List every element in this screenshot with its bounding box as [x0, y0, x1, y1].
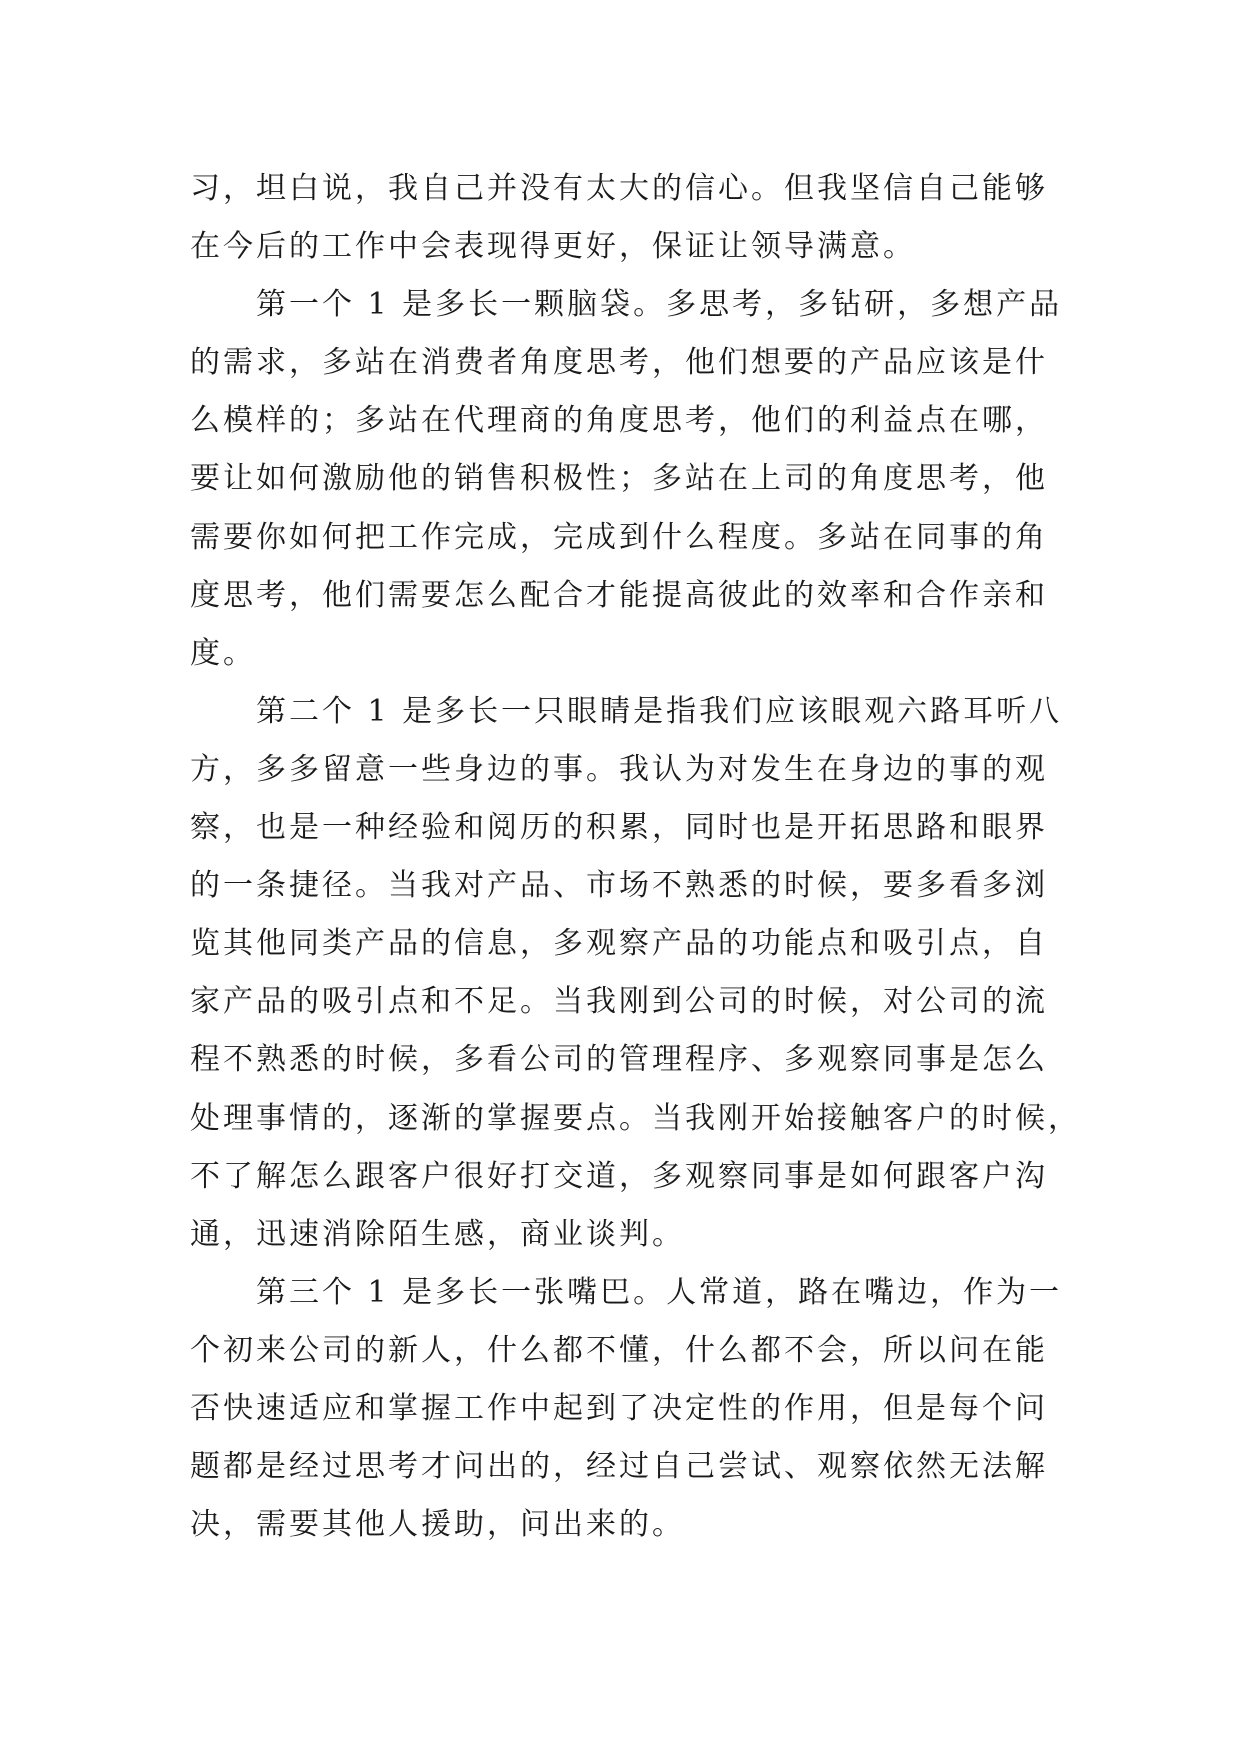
text-line: 第一个 1 是多长一颗脑袋。多思考，多钻研，多想产品	[256, 287, 1063, 323]
text-line: 第三个 1 是多长一张嘴巴。人常道，路在嘴边，作为一	[256, 1274, 1063, 1310]
paragraph-1	[190, 160, 1060, 276]
text-line: 要让如何激励他的销售积极性；多站在上司的角度思考，他	[190, 461, 1048, 497]
text-line: 在今后的工作中会表现得更好，保证让领导满意。	[190, 229, 916, 265]
text-line: 览其他同类产品的信息，多观察产品的功能点和吸引点，自	[190, 926, 1048, 962]
text-line: 否快速适应和掌握工作中起到了决定性的作用，但是每个问	[190, 1390, 1048, 1426]
paragraph-3	[190, 683, 1081, 1264]
text-line: 么模样的；多站在代理商的角度思考，他们的利益点在哪，	[190, 403, 1048, 439]
text-line: 的需求，多站在消费者角度思考，他们想要的产品应该是什	[190, 345, 1048, 381]
text-line: 方，多多留意一些身边的事。我认为对发生在身边的事的观	[190, 751, 1048, 787]
text-line: 度。	[190, 635, 256, 671]
text-line: 家产品的吸引点和不足。当我刚到公司的时候，对公司的流	[190, 984, 1048, 1020]
text-line: 需要你如何把工作完成，完成到什么程度。多站在同事的角	[190, 519, 1048, 555]
text-line: 决，需要其他人援助，问出来的。	[190, 1507, 685, 1543]
text-line: 个初来公司的新人，什么都不懂，什么都不会，所以问在能	[190, 1332, 1048, 1368]
text-line: 的一条捷径。当我对产品、市场不熟悉的时候，要多看多浏	[190, 868, 1048, 904]
text-line: 程不熟悉的时候，多看公司的管理程序、多观察同事是怎么	[190, 1042, 1048, 1078]
text-line: 察，也是一种经验和阅历的积累，同时也是开拓思路和眼界	[190, 810, 1048, 846]
paragraph-2	[190, 276, 1063, 683]
text-line: 不了解怎么跟客户很好打交道，多观察同事是如何跟客户沟	[190, 1158, 1048, 1194]
text-line: 题都是经过思考才问出的，经过自己尝试、观察依然无法解	[190, 1449, 1048, 1485]
text-line: 第二个 1 是多长一只眼睛是指我们应该眼观六路耳听八	[256, 693, 1063, 729]
text-line: 习，坦白说，我自己并没有太大的信心。但我坚信自己能够	[190, 171, 1048, 206]
paragraph-4	[190, 1264, 1063, 1554]
text-line: 处理事情的，逐渐的掌握要点。当我刚开始接触客户的时候，	[190, 1100, 1081, 1136]
document-body	[190, 160, 1081, 1554]
text-line: 通，迅速消除陌生感，商业谈判。	[190, 1216, 685, 1252]
text-line: 度思考，他们需要怎么配合才能提高彼此的效率和合作亲和	[190, 577, 1048, 613]
